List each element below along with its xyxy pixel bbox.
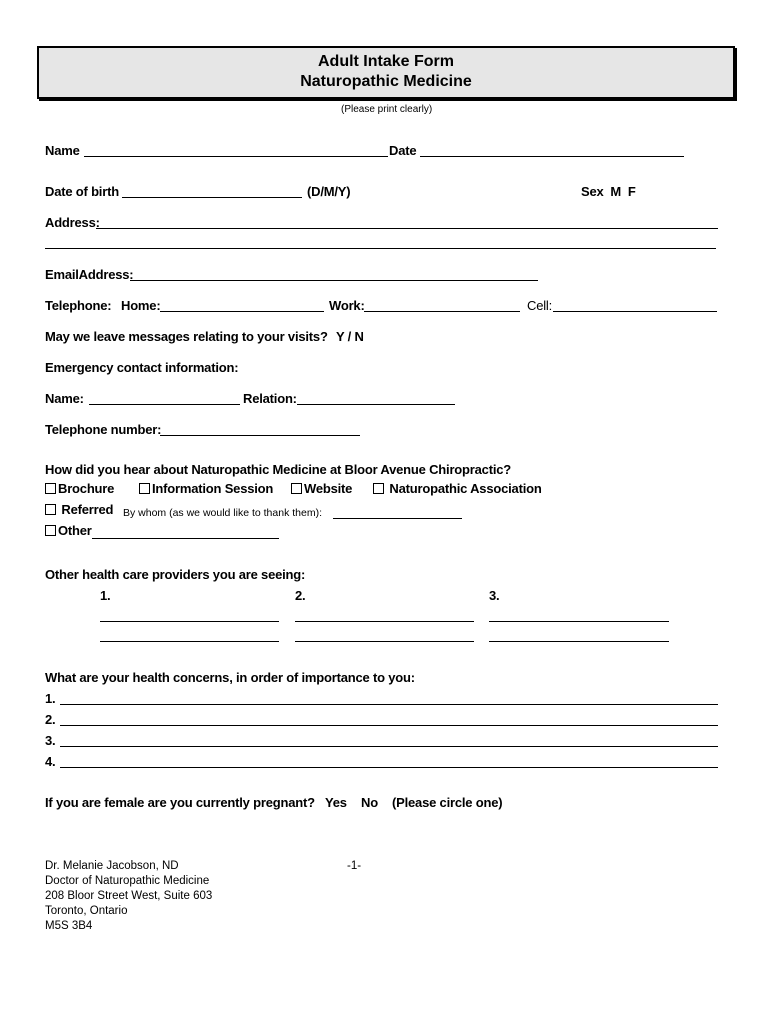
sex-text: Sex <box>581 184 604 199</box>
option-referred[interactable] <box>45 502 113 517</box>
information-session-label: Information Session <box>152 481 274 496</box>
work-label: Work: <box>329 298 365 313</box>
cell-phone-field[interactable] <box>553 311 717 312</box>
website-label: Website <box>304 481 353 496</box>
footer-address <box>45 859 212 934</box>
provider-1-line-1[interactable] <box>100 621 279 622</box>
telephone-label: Telephone: <box>45 298 112 313</box>
address-field-line2[interactable] <box>45 248 716 249</box>
referral-question: How did you hear about Naturopathic Medicine at Bloor Avenue Chiropractic? <box>45 462 512 477</box>
provider-3-line-2[interactable] <box>489 641 669 642</box>
concern-number-1: 1. <box>45 691 56 706</box>
option-naturopathic-association[interactable] <box>373 481 542 496</box>
dob-label: Date of birth <box>45 184 119 199</box>
option-information-session[interactable] <box>139 481 273 496</box>
address-field-line1[interactable] <box>96 228 718 229</box>
email-label: EmailAddress: <box>45 267 134 282</box>
emergency-relation-field[interactable] <box>297 404 455 405</box>
name-label: Name <box>45 143 80 158</box>
brochure-label: Brochure <box>58 481 115 496</box>
provider-number-2: 2. <box>295 588 306 603</box>
cell-label: Cell: <box>527 298 553 313</box>
concern-4-field[interactable] <box>60 767 718 768</box>
concern-number-2: 2. <box>45 712 56 727</box>
provider-3-line-1[interactable] <box>489 621 669 622</box>
pregnancy-no-option[interactable]: No <box>361 795 378 810</box>
concern-3-field[interactable] <box>60 746 718 747</box>
by-whom-label: By whom (as we would like to thank them): <box>123 507 322 519</box>
home-phone-field[interactable] <box>160 311 324 312</box>
messages-options[interactable]: Y / N <box>336 329 364 344</box>
form-subtitle: Naturopathic Medicine <box>300 73 472 90</box>
sex-f-option[interactable]: F <box>627 184 636 199</box>
footer-line-4: Toronto, Ontario <box>45 905 128 917</box>
other-checkbox[interactable] <box>45 525 56 536</box>
name-field[interactable] <box>84 156 388 157</box>
print-instruction: (Please print clearly) <box>341 104 433 115</box>
concerns-heading: What are your health concerns, in order of importance to you: <box>45 670 415 685</box>
form-title: Adult Intake Form <box>317 53 454 70</box>
dob-format: (D/M/Y) <box>307 184 351 199</box>
form-header <box>37 46 735 99</box>
other-label: Other <box>58 523 92 538</box>
pregnancy-question: If you are female are you currently pregnant? <box>45 795 315 810</box>
by-whom-field[interactable] <box>333 518 462 519</box>
website-checkbox[interactable] <box>291 483 302 494</box>
messages-question: May we leave messages relating to your visits? <box>45 329 328 344</box>
emergency-name-field[interactable] <box>89 404 240 405</box>
email-field[interactable] <box>130 280 538 281</box>
footer-line-1: Dr. Melanie Jacobson, ND <box>45 860 179 872</box>
page-number: -1- <box>347 860 362 872</box>
emergency-relation-label: Relation: <box>243 391 297 406</box>
date-label: Date <box>389 143 417 158</box>
referred-label: Referred <box>61 502 114 517</box>
work-phone-field[interactable] <box>364 311 520 312</box>
provider-number-3: 3. <box>489 588 500 603</box>
emergency-phone-label: Telephone number: <box>45 422 162 437</box>
emergency-name-label: Name: <box>45 391 84 406</box>
concern-1-field[interactable] <box>60 704 718 705</box>
emergency-phone-field[interactable] <box>160 435 360 436</box>
dob-field[interactable] <box>122 197 302 198</box>
provider-2-line-2[interactable] <box>295 641 474 642</box>
naturopathic-association-checkbox[interactable] <box>373 483 384 494</box>
sex-m-option[interactable]: M <box>610 184 621 199</box>
emergency-heading: Emergency contact information: <box>45 360 239 375</box>
concern-number-4: 4. <box>45 754 56 769</box>
referred-checkbox[interactable] <box>45 504 56 515</box>
concern-number-3: 3. <box>45 733 56 748</box>
provider-number-1: 1. <box>100 588 111 603</box>
provider-2-line-1[interactable] <box>295 621 474 622</box>
information-session-checkbox[interactable] <box>139 483 150 494</box>
option-other[interactable] <box>45 523 92 538</box>
provider-1-line-2[interactable] <box>100 641 279 642</box>
concern-2-field[interactable] <box>60 725 718 726</box>
date-field[interactable] <box>420 156 684 157</box>
footer-line-5: M5S 3B4 <box>45 920 93 932</box>
pregnancy-yes-option[interactable]: Yes <box>325 795 347 810</box>
other-field[interactable] <box>92 538 279 539</box>
pregnancy-note: (Please circle one) <box>392 795 503 810</box>
option-brochure[interactable] <box>45 481 114 496</box>
naturopathic-association-label: Naturopathic Association <box>389 481 542 496</box>
brochure-checkbox[interactable] <box>45 483 56 494</box>
sex-label <box>581 184 636 199</box>
home-label: Home: <box>121 298 161 313</box>
footer-line-2: Doctor of Naturopathic Medicine <box>45 875 210 887</box>
providers-heading: Other health care providers you are seeing: <box>45 567 306 582</box>
option-website[interactable] <box>291 481 352 496</box>
address-label: Address: <box>45 215 100 230</box>
footer-line-3: 208 Bloor Street West, Suite 603 <box>45 890 213 902</box>
